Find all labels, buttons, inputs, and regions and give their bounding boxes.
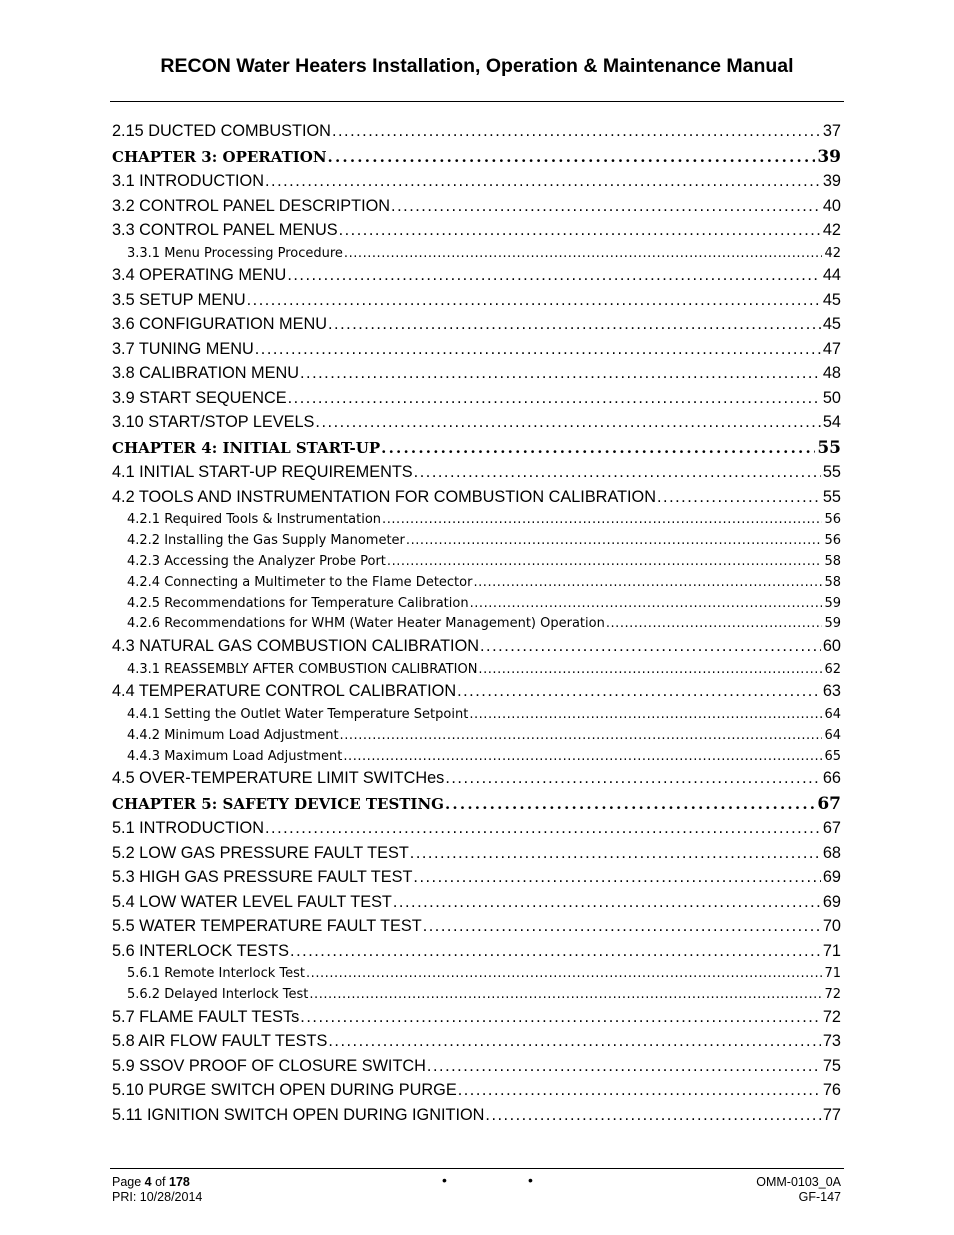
toc-entry-title: 4.1 INITIAL START-UP REQUIREMENTS [112, 463, 413, 482]
toc-entry-page: 71 [824, 966, 841, 982]
toc-entry-section[interactable] [112, 769, 841, 788]
toc-entry-chapter[interactable] [112, 794, 841, 814]
toc-entry-page: 44 [822, 266, 841, 285]
toc-entry-page: 66 [822, 769, 841, 788]
dot-leader [287, 266, 821, 285]
toc-entry-page: 60 [822, 637, 841, 656]
toc-entry-title: 5.8 AIR FLOW FAULT TESTS [112, 1032, 328, 1051]
toc-entry-section[interactable] [112, 917, 841, 936]
dot-leader [328, 1032, 821, 1051]
toc-entry-page: 65 [824, 748, 841, 764]
toc-entry-section[interactable] [112, 844, 841, 863]
toc-entry-section[interactable] [112, 1081, 841, 1100]
toc-entry-section[interactable] [112, 1057, 841, 1076]
toc-entry-page: 63 [822, 682, 841, 701]
dot-leader [265, 819, 821, 838]
toc-entry-section[interactable] [112, 122, 841, 141]
toc-entry-page: 72 [824, 987, 841, 1003]
toc-entry-page: 73 [822, 1032, 841, 1051]
page-total: 178 [169, 1175, 190, 1189]
dot-leader [410, 844, 821, 863]
dot-leader [469, 707, 822, 722]
toc-entry-page: 45 [822, 315, 841, 334]
toc-entry-section[interactable] [112, 315, 841, 334]
toc-entry-page: 50 [822, 388, 841, 407]
toc-entry-section[interactable] [112, 942, 841, 961]
dot-leader [328, 315, 821, 334]
toc-entry-title: 5.1 INTRODUCTION [112, 819, 264, 838]
toc-entry-page: 69 [822, 868, 841, 887]
toc-entry-title: 3.3 CONTROL PANEL MENUS [112, 221, 338, 239]
toc-entry-title: 3.3.1 Menu Processing Procedure [127, 245, 343, 261]
toc-entry-sub[interactable] [127, 246, 841, 261]
toc-entry-title: 3.6 CONFIGURATION MENU [112, 315, 327, 334]
toc-entry-sub[interactable] [127, 554, 841, 569]
toc-entry-page: 68 [822, 843, 841, 862]
dot-leader [413, 868, 820, 887]
dot-leader [606, 616, 823, 631]
gf-number: GF-147 [798, 1190, 841, 1204]
dot-leader [485, 1106, 820, 1125]
toc-entry-page: 55 [817, 437, 841, 458]
toc-entry-page: 55 [822, 487, 841, 506]
dot-leader [480, 637, 821, 656]
toc-entry-title: CHAPTER 3: OPERATION [112, 147, 327, 166]
toc-entry-page: 56 [824, 533, 841, 549]
toc-entry-section[interactable] [112, 266, 841, 285]
toc-entry-sub[interactable] [127, 749, 841, 764]
toc-entry-title: 3.9 START SEQUENCE [112, 388, 287, 407]
toc-entry-section[interactable] [112, 682, 841, 701]
page-title: RECON Water Heaters Installation, Operation & Maintenance Manual [160, 55, 794, 77]
toc-entry-title: 5.2 LOW GAS PRESSURE FAULT TEST [112, 843, 409, 862]
dot-leader [300, 364, 821, 383]
toc-entry-page: 45 [822, 290, 841, 309]
dot-leader [387, 554, 823, 569]
toc-entry-page: 58 [824, 574, 841, 590]
toc-entry-title: 3.2 CONTROL PANEL DESCRIPTION [112, 196, 391, 215]
toc-entry-page: 39 [817, 146, 841, 167]
footer-right [700, 1175, 841, 1205]
toc-entry-title: 4.2.3 Accessing the Analyzer Probe Port [127, 553, 386, 569]
toc-entry-title: 5.7 FLAME FAULT TESTs [112, 1007, 300, 1026]
toc-entry-section[interactable] [112, 340, 841, 359]
dot-leader [332, 122, 821, 141]
toc-entry-page: 37 [822, 122, 841, 140]
footer-bullet: • [528, 1172, 533, 1188]
dot-leader [300, 1008, 821, 1027]
toc-entry-section[interactable] [112, 172, 841, 191]
dot-leader [445, 769, 821, 788]
dot-leader [340, 728, 823, 743]
toc-entry-page: 72 [822, 1007, 841, 1026]
toc-entry-title: 2.15 DUCTED COMBUSTION [112, 122, 331, 140]
toc-entry-title: 3.8 CALIBRATION MENU [112, 364, 299, 383]
toc-entry-sub[interactable] [127, 533, 841, 548]
pri-date: PRI: 10/28/2014 [112, 1190, 203, 1204]
toc-entry-section[interactable] [112, 291, 841, 310]
toc-entry-title: 4.3 NATURAL GAS COMBUSTION CALIBRATION [112, 637, 479, 656]
toc-entry-title: 5.5 WATER TEMPERATURE FAULT TEST [112, 917, 422, 936]
toc-entry-page: 47 [822, 339, 841, 358]
toc-entry-page: 62 [824, 661, 841, 677]
toc-entry-title: 5.6.2 Delayed Interlock Test [127, 987, 309, 1003]
toc-entry-section[interactable] [112, 868, 841, 887]
toc-entry-page: 71 [822, 941, 841, 960]
toc-entry-title: 4.4 TEMPERATURE CONTROL CALIBRATION [112, 682, 457, 701]
toc-entry-page: 39 [822, 172, 841, 190]
toc-entry-page: 70 [822, 917, 841, 936]
dot-leader [391, 197, 821, 216]
dot-leader [343, 749, 822, 764]
toc-entry-title: 4.2 TOOLS AND INSTRUMENTATION FOR COMBUSTION CALIBRATION [112, 487, 656, 506]
toc-entry-title: 3.1 INTRODUCTION [112, 172, 264, 190]
toc-entry-page: 42 [824, 245, 841, 261]
toc-entry-page: 59 [824, 595, 841, 611]
toc-entry-section[interactable] [112, 364, 841, 383]
toc-entry-section[interactable] [112, 389, 841, 408]
toc-entry-sub[interactable] [127, 966, 841, 981]
dot-leader [265, 172, 821, 191]
toc-entry-section[interactable] [112, 1106, 841, 1125]
toc-entry-page: 40 [822, 196, 841, 215]
toc-entry-title: 3.10 START/STOP LEVELS [112, 413, 315, 432]
toc-entry-title: 4.4.3 Maximum Load Adjustment [127, 748, 343, 764]
dot-leader [309, 987, 822, 1002]
toc-entry-sub[interactable] [127, 987, 841, 1002]
toc-entry-page: 59 [824, 616, 841, 632]
toc-entry-sub[interactable] [127, 707, 841, 722]
dot-leader [290, 942, 821, 961]
toc-entry-section[interactable] [112, 637, 841, 656]
dot-leader [478, 662, 822, 677]
toc-entry-title: 4.5 OVER-TEMPERATURE LIMIT SWITCHes [112, 769, 445, 788]
toc-entry-page: 76 [822, 1081, 841, 1100]
toc-entry-section[interactable] [112, 488, 841, 507]
document-id: OMM-0103_0A [756, 1175, 841, 1189]
toc-entry-sub[interactable] [127, 512, 841, 527]
toc-entry-page: 67 [817, 793, 841, 814]
toc-entry-sub[interactable] [127, 575, 841, 590]
toc-entry-title: 4.4.2 Minimum Load Adjustment [127, 727, 339, 743]
toc-entry-page: 42 [822, 221, 841, 239]
toc-entry-page: 55 [822, 463, 841, 482]
toc-entry-title: 5.10 PURGE SWITCH OPEN DURING PURGE [112, 1081, 457, 1100]
toc-entry-section[interactable] [112, 893, 841, 912]
dot-leader [473, 575, 822, 590]
toc-entry-sub[interactable] [127, 596, 841, 611]
toc-entry-title: 3.4 OPERATING MENU [112, 266, 287, 285]
dot-leader [414, 463, 821, 482]
dot-leader [382, 512, 822, 527]
toc-entry-title: 4.3.1 REASSEMBLY AFTER COMBUSTION CALIBRATION [127, 661, 478, 677]
dot-leader [381, 439, 815, 457]
dot-leader [458, 1081, 821, 1100]
dot-leader [344, 246, 823, 261]
toc-entry-section[interactable] [112, 1008, 841, 1027]
toc-entry-title: 4.4.1 Setting the Outlet Water Temperature Setpoint [127, 706, 469, 722]
dot-leader [315, 413, 820, 432]
toc-entry-title: 5.9 SSOV PROOF OF CLOSURE SWITCH [112, 1056, 426, 1075]
dot-leader [339, 221, 821, 240]
toc-entry-section[interactable] [112, 197, 841, 216]
toc-entry-chapter[interactable] [112, 147, 841, 167]
toc-entry-page: 64 [824, 706, 841, 722]
toc-entry-title: 5.11 IGNITION SWITCH OPEN DURING IGNITION [112, 1105, 485, 1124]
toc-entry-section[interactable] [112, 221, 841, 240]
toc-entry-page: 58 [824, 553, 841, 569]
dot-leader [393, 893, 821, 912]
dot-leader [247, 291, 821, 310]
dot-leader [657, 488, 821, 507]
toc-entry-chapter[interactable] [112, 438, 841, 458]
dot-leader [470, 596, 823, 611]
toc-entry-page: 75 [822, 1056, 841, 1075]
toc-entry-title: 4.2.5 Recommendations for Temperature Calibration [127, 595, 469, 611]
dot-leader [306, 966, 822, 981]
toc-entry-page: 56 [824, 512, 841, 528]
toc-entry-page: 48 [822, 364, 841, 383]
toc-entry-section[interactable] [112, 413, 841, 432]
toc-entry-page: 64 [824, 727, 841, 743]
dot-leader [445, 795, 815, 813]
toc-entry-title: 4.2.2 Installing the Gas Supply Manometer [127, 533, 405, 549]
toc-entry-page: 67 [822, 819, 841, 838]
toc-entry-title: CHAPTER 5: SAFETY DEVICE TESTING [112, 794, 444, 813]
toc-entry-page: 69 [822, 892, 841, 911]
toc-entry-title: CHAPTER 4: INITIAL START-UP [112, 438, 381, 457]
toc-entry-page: 54 [822, 413, 841, 432]
toc-entry-title: 4.2.4 Connecting a Multimeter to the Flame Detector [127, 574, 473, 590]
toc-entry-sub[interactable] [127, 728, 841, 743]
toc-entry-title: 5.6 INTERLOCK TESTS [112, 941, 290, 960]
toc-entry-title: 4.2.6 Recommendations for WHM (Water Heater Management) Operation [127, 616, 605, 632]
dot-leader [255, 340, 821, 359]
footer-bullet: • [442, 1172, 447, 1188]
toc-entry-sub[interactable] [127, 616, 841, 631]
toc-entry-page: 77 [822, 1105, 841, 1124]
dot-leader [427, 1057, 821, 1076]
dot-leader [457, 682, 821, 701]
toc-entry-section[interactable] [112, 463, 841, 482]
toc-entry-sub[interactable] [127, 662, 841, 677]
toc-entry-section[interactable] [112, 819, 841, 838]
dot-leader [406, 533, 823, 548]
dot-leader [288, 389, 821, 408]
toc-entry-title: 3.5 SETUP MENU [112, 290, 246, 309]
page-indicator: Page 4 of 178 [112, 1175, 190, 1189]
dot-leader [328, 148, 816, 166]
page-number: 4 [144, 1175, 152, 1189]
toc-entry-title: 3.7 TUNING MENU [112, 339, 254, 358]
dot-leader [423, 917, 821, 936]
toc-entry-title: 5.3 HIGH GAS PRESSURE FAULT TEST [112, 868, 413, 887]
toc-entry-section[interactable] [112, 1032, 841, 1051]
toc-entry-title: 5.4 LOW WATER LEVEL FAULT TEST [112, 892, 392, 911]
toc-entry-title: 5.6.1 Remote Interlock Test [127, 966, 305, 982]
toc-entry-title: 4.2.1 Required Tools & Instrumentation [127, 512, 382, 528]
footer-left [112, 1175, 202, 1205]
footer-rule [110, 1168, 844, 1169]
